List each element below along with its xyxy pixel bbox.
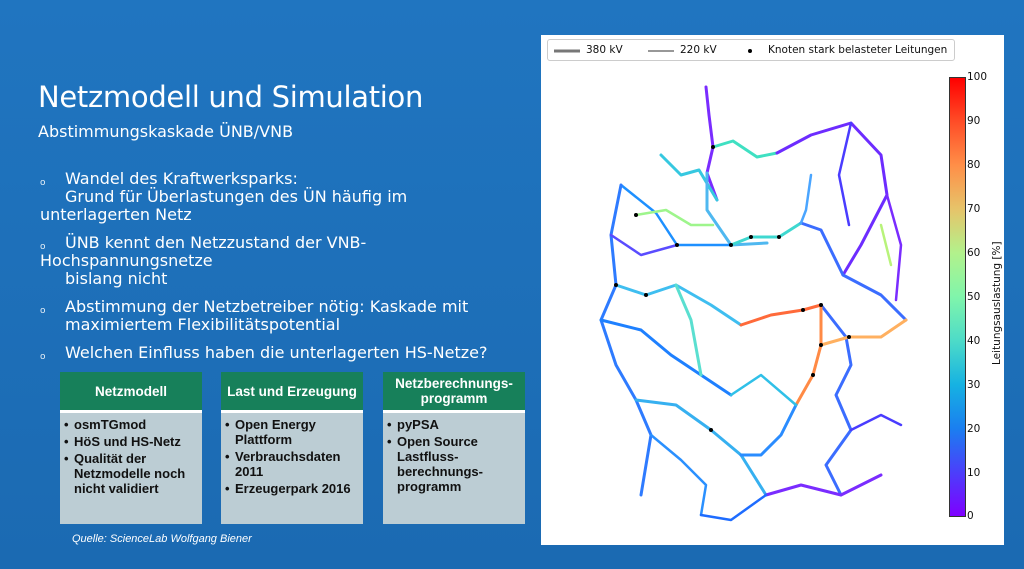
box-last-erzeugung: [221, 372, 363, 524]
bullet-text: Hochspannungsnetze: [40, 251, 213, 270]
box-body: [221, 413, 363, 524]
box-netzmodell: [60, 372, 202, 524]
bullet-text: unterlagerten Netz: [40, 205, 192, 224]
bullet-text: Wandel des Kraftwerksparks:: [65, 169, 298, 188]
colorbar-label: Leitungsauslastung [%]: [991, 241, 1003, 365]
box-netzberechnung: [383, 372, 525, 524]
colorbar-tick: 50: [967, 291, 981, 303]
bullet-item: [40, 298, 510, 334]
grid-map-panel: [541, 35, 1004, 545]
bullet-item: [40, 344, 510, 362]
slide-title: Netzmodell und Simulation: [38, 80, 424, 114]
bullet-text: bislang nicht: [65, 269, 168, 288]
box-header: Netzmodell: [60, 372, 202, 413]
box-item: • HöS und HS-Netz: [64, 434, 198, 449]
slide-subtitle: Abstimmungskaskade ÜNB/VNB: [38, 122, 294, 141]
bullet-marker: o: [40, 306, 46, 316]
line-220-icon: [648, 46, 678, 56]
box-header: Netzberechnungs-programm: [383, 372, 525, 413]
colorbar-tick: 10: [967, 467, 981, 479]
bullet-text: Grund für Überlastungen des ÜN häufig im: [65, 187, 408, 206]
colorbar-tick: 70: [967, 203, 981, 215]
box-header: Last und Erzeugung: [221, 372, 363, 413]
box-body: [60, 413, 202, 524]
bullet-text: Welchen Einfluss haben die unterlagerten HS-Netze?: [65, 343, 488, 362]
bullet-marker: o: [40, 242, 46, 252]
box-item: • Verbrauchsdaten 2011: [225, 449, 359, 479]
bullet-marker: o: [40, 178, 46, 188]
grid-network-map: [581, 75, 911, 525]
box-item: • Qualität der Netzmodelle noch nicht validiert: [64, 451, 198, 496]
legend-nodes: Knoten stark belasteter Leitungen: [768, 44, 948, 56]
colorbar-tick: 0: [967, 510, 974, 522]
bullet-marker: o: [40, 352, 46, 362]
node-dot-icon: [745, 46, 755, 56]
bullet-list: [40, 170, 510, 372]
colorbar-tick: 90: [967, 115, 981, 127]
colorbar-tick: 80: [967, 159, 981, 171]
bullet-text: ÜNB kennt den Netzzustand der VNB-: [65, 233, 367, 252]
bullet-text: maximiertem Flexibilitätspotential: [65, 315, 341, 334]
box-item: • Open Source Lastfluss-berechnungs-programm: [387, 434, 521, 494]
box-item: • Open Energy Plattform: [225, 417, 359, 447]
bullet-item: [40, 170, 510, 224]
legend-380: 380 kV: [586, 44, 623, 56]
colorbar-tick: 40: [967, 335, 981, 347]
colorbar-tick: 30: [967, 379, 981, 391]
bullet-text: Abstimmung der Netzbetreiber nötig: Kaskade mit: [65, 297, 469, 316]
box-item: • Erzeugerpark 2016: [225, 481, 359, 496]
source-note: Quelle: ScienceLab Wolfgang Biener: [72, 533, 252, 545]
colorbar: [949, 77, 966, 517]
line-380-icon: [554, 46, 584, 56]
box-item: • osmTGmod: [64, 417, 198, 432]
box-body: [383, 413, 525, 524]
colorbar-tick: 60: [967, 247, 981, 259]
colorbar-tick: 100: [967, 71, 988, 83]
bullet-item: [40, 234, 510, 288]
box-item: • pyPSA: [387, 417, 521, 432]
legend-220: 220 kV: [680, 44, 717, 56]
map-legend: [547, 39, 955, 61]
colorbar-tick: 20: [967, 423, 981, 435]
